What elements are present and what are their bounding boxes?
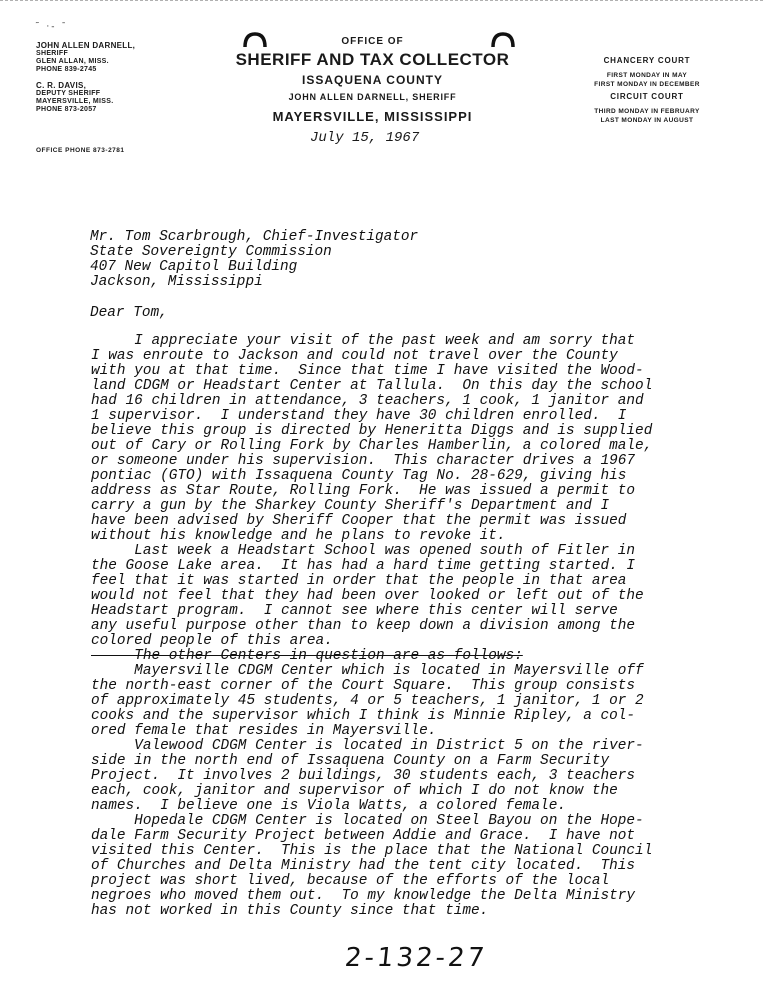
- office-of: OFFICE OF: [341, 36, 404, 47]
- chancery-date-2: FIRST MONDAY IN DECEMBER: [594, 81, 700, 88]
- body-line: dale Farm Security Project between Addie and Grace. I have not: [91, 828, 636, 844]
- body-line: visited this Center. This is the place that the National Council: [91, 843, 653, 859]
- body-line: any useful purpose other than to keep down a division among the: [91, 618, 636, 634]
- court-schedule: [572, 56, 722, 125]
- body-line: Hopedale CDGM Center is located on Steel Bayou on the Hope-: [91, 813, 644, 829]
- body-line: I appreciate your visit of the past week and am sorry that: [91, 333, 636, 349]
- letterhead-center: [200, 36, 545, 124]
- recipient-line: State Sovereignty Commission: [90, 244, 332, 260]
- office-title: SHERIFF AND TAX COLLECTOR: [235, 50, 510, 69]
- body-line: have been advised by Sheriff Cooper that the permit was issued: [91, 513, 627, 529]
- body-line: land CDGM or Headstart Center at Tallula. On this day the school: [91, 378, 653, 394]
- recipient-address: [90, 230, 418, 290]
- body-line: names. I believe one is Viola Watts, a colored female.: [91, 798, 566, 814]
- margin-scribble: ˜ ·- ˉ: [35, 22, 68, 32]
- body-line: without his knowledge and he plans to revoke it.: [91, 528, 506, 544]
- sheriff-town: GLEN ALLAN, MISS.: [36, 58, 109, 65]
- body-line: of Churches and Delta Ministry had the tent city located. This: [91, 858, 636, 874]
- deputy-title: DEPUTY SHERIFF: [36, 90, 101, 97]
- deputy-town: MAYERSVILLE, MISS.: [36, 98, 114, 105]
- chancery-court-heading: CHANCERY COURT: [603, 56, 691, 65]
- body-line: Project. It involves 2 buildings, 30 students each, 3 teachers: [91, 768, 636, 784]
- body-line: of approximately 45 students, 4 or 5 teachers, 1 janitor, 1 or 2: [91, 693, 644, 709]
- letterhead-left-block: [36, 22, 135, 114]
- handwritten-page-number: 2-132-27: [343, 943, 489, 973]
- body-line: project was short lived, because of the efforts of the local: [91, 873, 610, 889]
- circuit-court-heading: CIRCUIT COURT: [610, 92, 684, 101]
- body-line: would not feel that they had been over looked or left out of the: [91, 588, 644, 604]
- body-line: the north-east corner of the Court Square. This group consists: [91, 678, 636, 694]
- body-line: Valewood CDGM Center is located in District 5 on the river-: [91, 738, 644, 754]
- body-line: each, cook, janitor and supervisor of which I do not know the: [91, 783, 618, 799]
- recipient-line: Jackson, Mississippi: [90, 274, 263, 290]
- body-line: believe this group is directed by Heneritta Diggs and is supplied: [91, 423, 653, 439]
- circuit-date-1: THIRD MONDAY IN FEBRUARY: [594, 108, 700, 115]
- chancery-date-1: FIRST MONDAY IN MAY: [606, 72, 688, 79]
- body-line: pontiac (GTO) with Issaquena County Tag No. 28-629, giving his: [91, 468, 627, 484]
- letter-date: July 15, 1967: [310, 130, 420, 146]
- recipient-line: 407 New Capitol Building: [90, 259, 298, 275]
- body-line: address as Star Route, Rolling Fork. He was issued a permit to: [91, 483, 636, 499]
- body-line: I was enroute to Jackson and could not travel over the County: [91, 348, 618, 364]
- body-line: side in the north end of Issaquena County on a Farm Security: [91, 753, 610, 769]
- sheriff-title: SHERIFF: [36, 50, 69, 57]
- body-line: 1 supervisor. I understand they have 30 children enrolled. I: [91, 408, 627, 424]
- body-line: or someone under his supervision. This character drives a 1967: [91, 453, 636, 469]
- body-line: feel that it was started in order that the people in that area: [91, 573, 627, 589]
- top-border: [0, 0, 763, 1]
- body-line: had 16 children in attendance, 3 teachers, 1 cook, 1 janitor and: [91, 393, 644, 409]
- office-city: MAYERSVILLE, MISSISSIPPI: [272, 109, 473, 124]
- circuit-date-2: LAST MONDAY IN AUGUST: [600, 117, 694, 124]
- salutation: Dear Tom,: [90, 305, 168, 321]
- deputy-name: C. R. DAVIS,: [36, 81, 87, 90]
- body-line: ored female that resides in Mayersville.: [91, 723, 437, 739]
- sheriff-phone: PHONE 839-2745: [36, 66, 97, 73]
- body-line: has not worked in this County since that time.: [91, 903, 489, 919]
- body-line: out of Cary or Rolling Fork by Charles Hamberlin, a colored male,: [91, 438, 653, 454]
- body-line: the Goose Lake area. It has had a hard time getting started. I: [91, 558, 636, 574]
- deputy-phone: PHONE 873-2057: [36, 106, 97, 113]
- body-line: Last week a Headstart School was opened south of Fitler in: [91, 543, 636, 559]
- sheriff-line: JOHN ALLEN DARNELL, SHERIFF: [288, 92, 457, 102]
- body-line: The other Centers in question are as follows:: [91, 648, 523, 664]
- letter-body: [91, 334, 701, 919]
- body-line: negroes who moved them out. To my knowledge the Delta Ministry: [91, 888, 636, 904]
- body-line: with you at that time. Since that time I have visited the Wood-: [91, 363, 644, 379]
- body-line: Mayersville CDGM Center which is located in Mayersville off: [91, 663, 644, 679]
- body-line: colored people of this area.: [91, 633, 333, 649]
- body-line: carry a gun by the Sharkey County Sheriff's Department and I: [91, 498, 610, 514]
- body-line: cooks and the supervisor which I think is Minnie Ripley, a col-: [91, 708, 636, 724]
- office-phone: OFFICE PHONE 873-2781: [36, 147, 125, 154]
- sheriff-name: JOHN ALLEN DARNELL,: [36, 41, 136, 50]
- county-name: ISSAQUENA COUNTY: [302, 73, 443, 87]
- recipient-line: Mr. Tom Scarbrough, Chief-Investigator: [90, 229, 419, 245]
- body-line: Headstart program. I cannot see where this center will serve: [91, 603, 618, 619]
